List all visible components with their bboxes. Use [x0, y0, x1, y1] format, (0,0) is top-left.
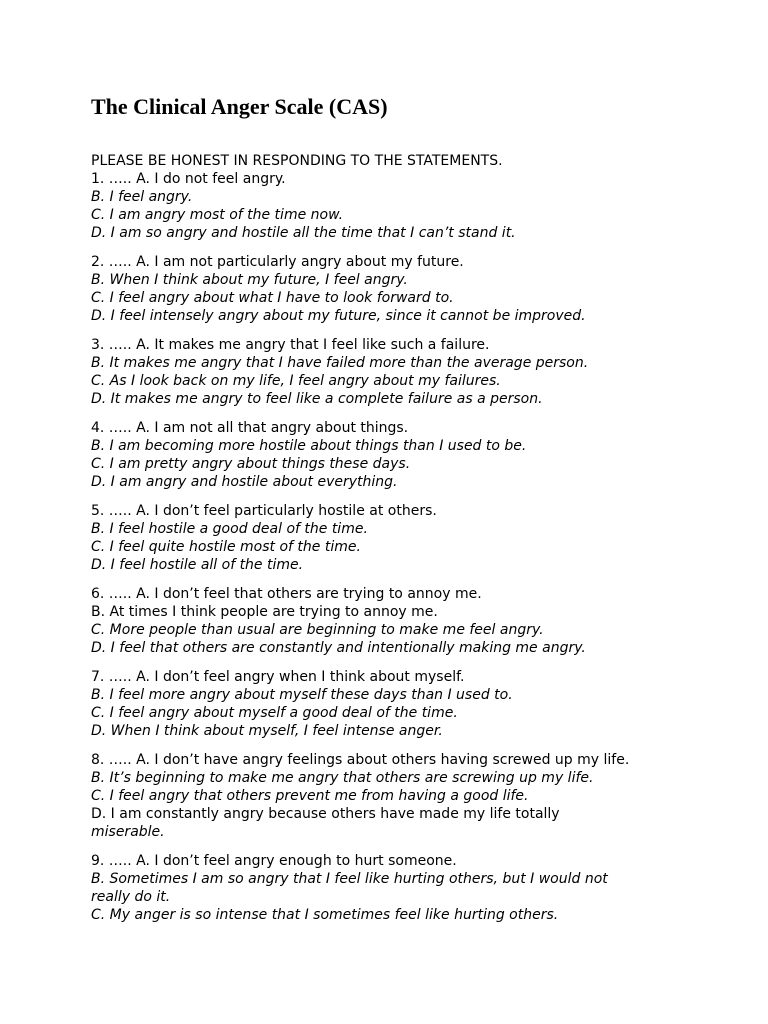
question-item	[91, 852, 731, 924]
question-option: D. When I think about myself, I feel intense anger.	[91, 723, 443, 739]
question-option: B. It makes me angry that I have failed more than the average person.	[91, 355, 589, 371]
question-option: C. I feel angry that others prevent me from having a good life.	[91, 788, 529, 804]
question-option: B. It’s beginning to make me angry that others are screwing up my life.	[91, 770, 594, 786]
question-option-a: 4. ….. A. I am not all that angry about things.	[91, 420, 409, 436]
questionnaire-body	[91, 152, 731, 924]
question-list	[91, 170, 731, 924]
question-option: B. I feel hostile a good deal of the time.	[91, 521, 368, 537]
question-item	[91, 170, 731, 242]
question-option: C. I am angry most of the time now.	[91, 207, 344, 223]
question-option: D. I feel that others are constantly and intentionally making me angry.	[91, 640, 586, 656]
question-option: C. My anger is so intense that I sometimes feel like hurting others.	[91, 907, 559, 923]
question-option: C. I feel angry about what I have to look forward to.	[91, 290, 454, 306]
question-option-a: 8. ….. A. I don’t have angry feelings about others having screwed up my life.	[91, 752, 630, 768]
document-page	[91, 93, 731, 935]
question-option: B. I feel more angry about myself these days than I used to.	[91, 687, 513, 703]
document-title: The Clinical Anger Scale (CAS)	[91, 94, 388, 119]
question-option: D. It makes me angry to feel like a complete failure as a person.	[91, 391, 543, 407]
question-option: D. I feel intensely angry about my future, since it cannot be improved.	[91, 308, 586, 324]
question-option: D. I am angry and hostile about everything.	[91, 474, 398, 490]
question-option: C. I feel angry about myself a good deal of the time.	[91, 705, 458, 721]
question-option-a: 7. ….. A. I don’t feel angry when I think about myself.	[91, 669, 465, 685]
question-option: C. I feel quite hostile most of the time.	[91, 539, 361, 555]
question-option: miserable.	[91, 824, 165, 840]
instruction-text: PLEASE BE HONEST IN RESPONDING TO THE STATEMENTS.	[91, 153, 503, 169]
question-item	[91, 502, 731, 574]
question-option: D. I am constantly angry because others have made my life totally	[91, 806, 560, 822]
question-option-a: 5. ….. A. I don’t feel particularly hostile at others.	[91, 503, 437, 519]
question-option: really do it.	[91, 889, 171, 905]
question-option: C. As I look back on my life, I feel angry about my failures.	[91, 373, 501, 389]
question-option: B. When I think about my future, I feel angry.	[91, 272, 408, 288]
question-item	[91, 585, 731, 657]
question-option: B. I feel angry.	[91, 189, 193, 205]
question-option-a: 3. ….. A. It makes me angry that I feel like such a failure.	[91, 337, 490, 353]
question-item	[91, 253, 731, 325]
question-option: C. I am pretty angry about things these days.	[91, 456, 411, 472]
question-item	[91, 751, 731, 841]
question-option: D. I am so angry and hostile all the time that I can’t stand it.	[91, 225, 516, 241]
question-option-a: 6. ….. A. I don’t feel that others are trying to annoy me.	[91, 586, 482, 602]
question-option: B. I am becoming more hostile about things than I used to be.	[91, 438, 527, 454]
question-item	[91, 336, 731, 408]
question-item	[91, 668, 731, 740]
question-option: B. Sometimes I am so angry that I feel like hurting others, but I would not	[91, 871, 608, 887]
question-option-a: 9. ….. A. I don’t feel angry enough to hurt someone.	[91, 853, 457, 869]
question-option-a: 2. ….. A. I am not particularly angry about my future.	[91, 254, 464, 270]
question-option: C. More people than usual are beginning to make me feel angry.	[91, 622, 544, 638]
question-option: D. I feel hostile all of the time.	[91, 557, 304, 573]
question-option-a: 1. ….. A. I do not feel angry.	[91, 171, 286, 187]
question-option: B. At times I think people are trying to annoy me.	[91, 604, 438, 620]
question-item	[91, 419, 731, 491]
